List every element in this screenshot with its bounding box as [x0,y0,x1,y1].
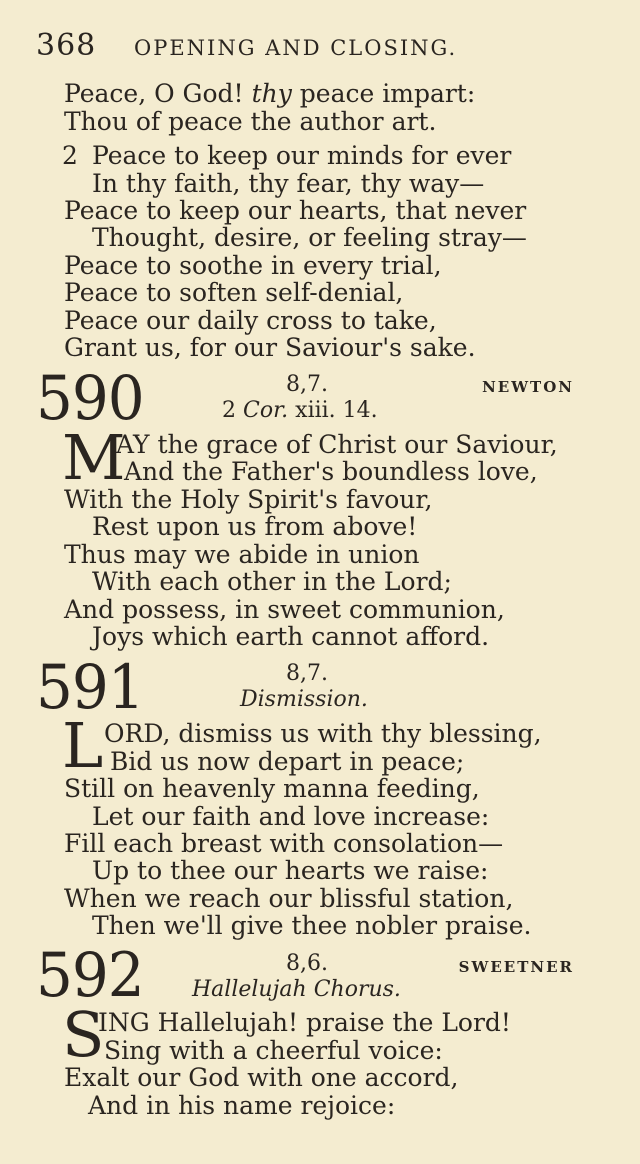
hymn-line: Peace our daily cross to take, [64,306,437,335]
hymn-subtitle: Dismission. [240,687,368,712]
verse-number: 2 [62,141,78,170]
hymn-line: With the Holy Spirit's favour, [64,485,433,514]
scripture-reference: 2 Cor. xiii. 14. [222,398,378,423]
hymn-line: Grant us, for our Saviour's sake. [64,333,476,362]
hymn-subtitle: Hallelujah Chorus. [192,977,401,1002]
hymn-line: Then we'll give thee nobler praise. [92,911,532,940]
hymn-line: Sing with a cheerful voice: [104,1036,443,1065]
hymn-line: Peace to keep our minds for ever [92,141,512,170]
hymn-line: Peace to soften self-denial, [64,278,404,307]
hymn-line: In thy faith, thy fear, thy way— [92,169,485,198]
hymn-number: 590 [36,362,144,434]
hymn-line: Thought, desire, or feeling stray— [92,223,527,252]
hymn-line: Peace to soothe in every trial, [64,251,442,280]
hymn-line: Joys which earth cannot afford. [92,622,490,651]
tune-name: SWEETNER [458,958,574,976]
hymn-meter: 8,6. [286,951,328,976]
hymn-line: And in his name rejoice: [88,1091,396,1120]
hymn-line: And possess, in sweet communion, [64,595,505,624]
hymn-line: Thus may we abide in union [64,540,420,569]
hymn-line: Bid us now depart in peace; [110,747,465,776]
hymn-line: Peace to keep our hearts, that never [64,196,527,225]
hymn-line: And the Father's boundless love, [124,457,538,486]
hymn-line: Exalt our God with one accord, [64,1063,459,1092]
hymn-meter: 8,7. [286,372,328,397]
running-head: OPENING AND CLOSING. [134,36,458,60]
page-header [36,28,610,68]
hymn-line: Fill each breast with consolation— [64,829,504,858]
tune-name: NEWTON [482,378,574,396]
hymn-line: Let our faith and love increase: [92,802,490,831]
hymn-number: 592 [36,939,144,1011]
hymn-line: ORD, dismiss us with thy blessing, [104,719,542,748]
hymn-line: Up to thee our hearts we raise: [92,856,489,885]
hymn-meter: 8,7. [286,661,328,686]
hymn-line: ING Hallelujah! praise the Lord! [98,1008,511,1037]
hymn-line: Peace, O God! thy peace impart: [64,79,476,108]
page-number: 368 [36,28,97,63]
hymn-number: 591 [36,651,144,723]
hymn-line: Thou of peace the author art. [64,107,437,136]
drop-cap: L [62,709,104,782]
hymn-line: With each other in the Lord; [92,567,452,596]
hymn-line: Rest upon us from above! [92,512,418,541]
hymn-line: When we reach our blissful station, [64,884,514,913]
hymn-line: Still on heavenly manna feeding, [64,774,480,803]
drop-cap: M [62,421,126,494]
hymn-line: AY the grace of Christ our Saviour, [116,430,558,459]
drop-cap: S [62,998,105,1071]
